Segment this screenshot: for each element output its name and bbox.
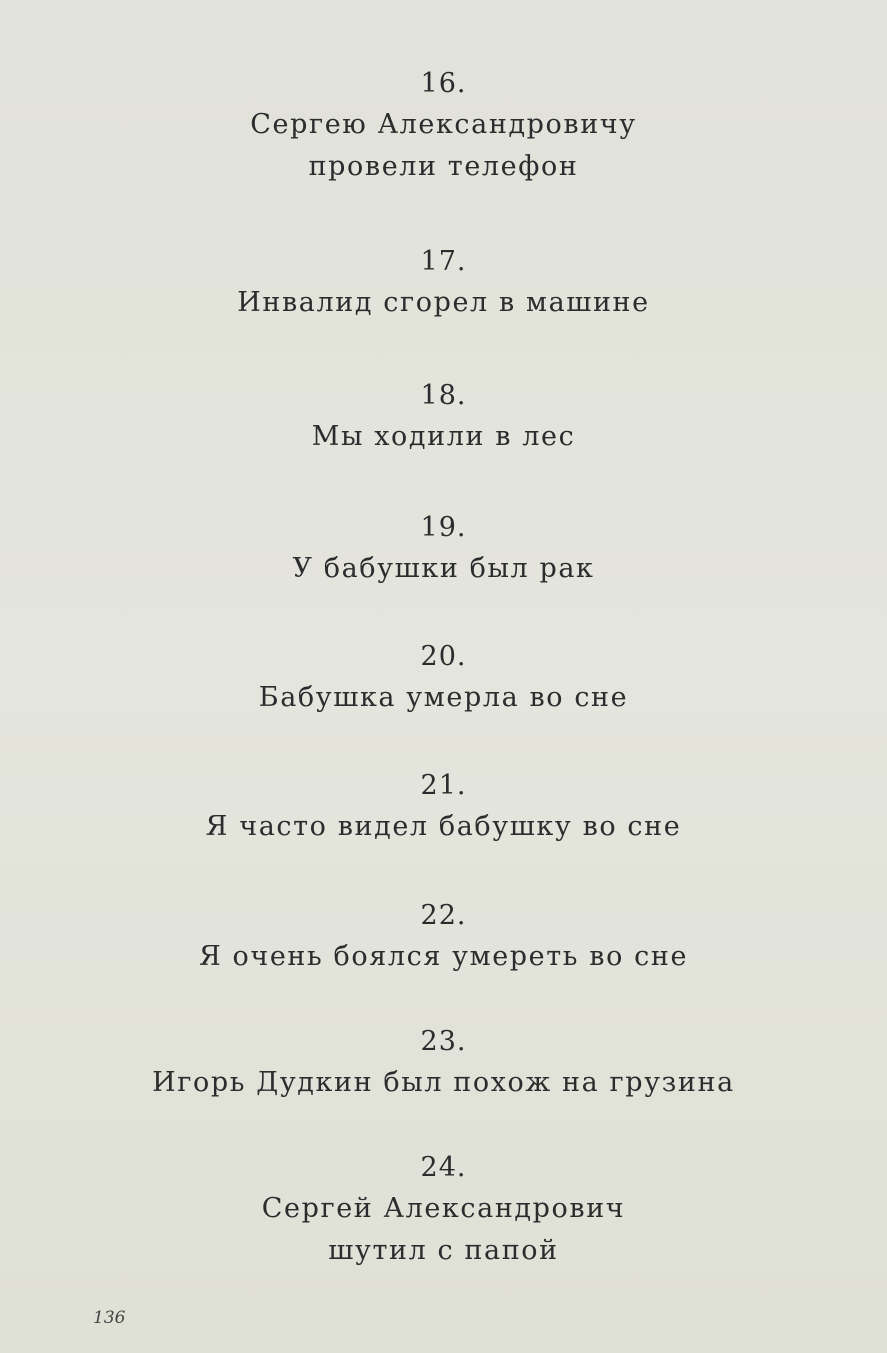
entry-24 <box>0 1148 887 1272</box>
entry-number: 24. <box>420 1152 467 1183</box>
entry-23 <box>0 1022 887 1104</box>
page-number: 136 <box>93 1308 126 1328</box>
entry-text: Мы ходили в лес <box>311 421 576 452</box>
entry-text: У бабушки был рак <box>292 553 595 584</box>
entry-text: Сергею Александровичу <box>250 109 637 140</box>
entry-text: Бабушка умерла во сне <box>258 682 629 713</box>
entry-text: шутил с папой <box>328 1235 559 1266</box>
entry-number: 16. <box>420 68 467 99</box>
entry-number: 22. <box>420 900 467 931</box>
entry-text: Я очень боялся умереть во сне <box>198 941 689 972</box>
entry-number: 17. <box>420 246 467 277</box>
entry-number: 23. <box>420 1026 467 1057</box>
entry-18 <box>0 376 887 458</box>
entry-number: 19. <box>420 512 467 543</box>
entry-text: провели телефон <box>308 151 579 182</box>
entry-16 <box>0 64 887 188</box>
entry-text: Игорь Дудкин был похож на грузина <box>152 1067 735 1098</box>
entry-22 <box>0 896 887 978</box>
entry-text: Инвалид сгорел в машине <box>237 287 650 318</box>
entry-number: 18. <box>420 380 467 411</box>
entry-20 <box>0 637 887 719</box>
entry-text: Сергей Александрович <box>261 1193 626 1224</box>
entry-number: 20. <box>420 641 467 672</box>
entry-19 <box>0 508 887 590</box>
entry-number: 21. <box>420 770 467 801</box>
entry-text: Я часто видел бабушку во сне <box>205 811 682 842</box>
entry-17 <box>0 242 887 324</box>
entry-21 <box>0 766 887 848</box>
